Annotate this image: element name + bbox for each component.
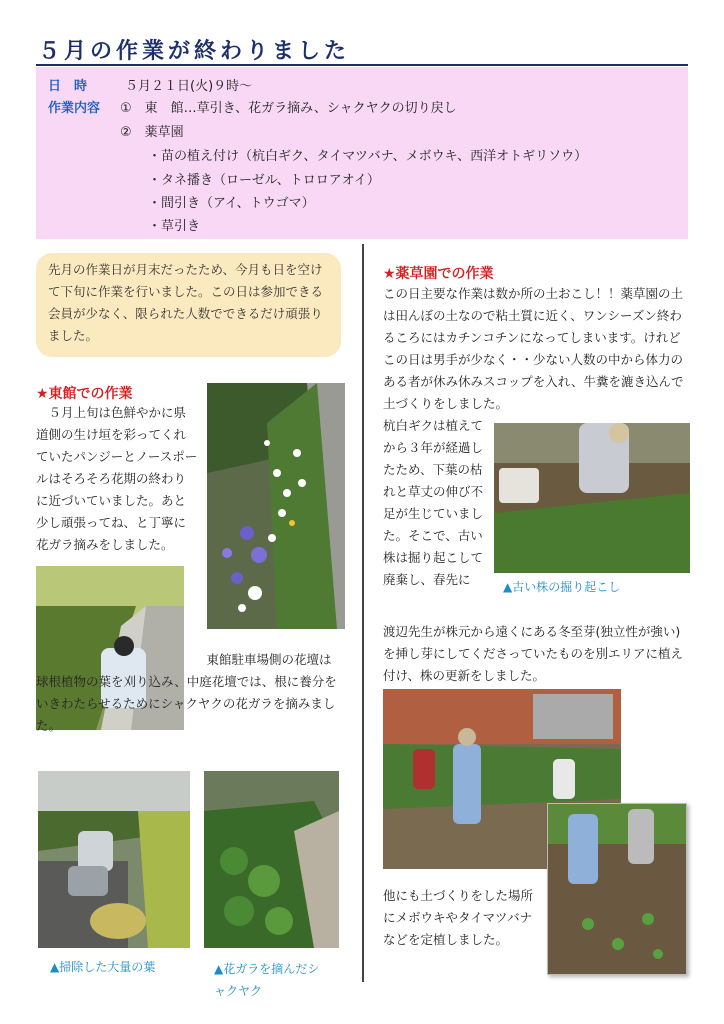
work-item: ・タネ播き（ローゼル、トロロアオイ）	[148, 173, 380, 188]
herb-paragraph-1: この日主要な作業は数か所の土おこし！！薬草園の土は田んぼの土なので粘土質に近く、ワンシーズン終わるころにはカチンコチンになってしまいます。けれどこの日は男手が少なく・・少ない人数の中から体力のある者が休み休みスコップを入れ、牛糞を漉き込んで土づくりをしました。	[383, 286, 684, 411]
intro-text: 先月の作業日が月末だったため、今月も日を空けて下旬に作業を行いました。この日は参加できる会員が少なく、限られた人数でできるだけ頑張りました。	[48, 262, 324, 343]
herb-paragraph-2: 杭白ギクは植えてから３年が経過したため、下葉の枯れと草丈の伸び不足が生じていました。そこで、古い株は掘り起こして廃棄し、春先に	[383, 418, 484, 587]
herb-paragraph-4: 他にも土づくりをした場所にメボウキやタイマツバナなどを定植しました。	[383, 888, 534, 947]
date-label: 日 時	[48, 79, 88, 94]
work-item: ・草引き	[148, 219, 201, 234]
page-title: ５月の作業が終わりました	[38, 39, 351, 64]
east-heading: ★東館での作業	[36, 386, 133, 402]
caption-digging: ▲古い株の掘り起こし	[503, 580, 621, 594]
caption-cleaned-leaves: ▲掃除した大量の葉	[50, 960, 156, 974]
caption-peony: ▲花ガラを摘んだシャクヤク	[214, 962, 320, 998]
planting-photo	[547, 803, 687, 975]
east-paragraph-2: 東館駐車場側の花壇は球根植物の葉を刈り込み、中庭花壇では、根に養分をいきわたらせるためにシャクヤクの花ガラを摘みました。	[36, 652, 337, 733]
work-item: ・苗の植え付け（杭白ギク、タイマツバナ、メボウキ、西洋オトギリソウ）	[148, 149, 588, 164]
herb-heading: ★薬草園での作業	[383, 266, 494, 282]
east-paragraph-1: ５月上旬は色鮮やかに県道側の生け垣を彩ってくれていたパンジーとノースポールはそろそろ花期の終わりに近づいていました。あと少し頑張ってね、と丁寧に花ガラ摘みをしました。	[36, 405, 198, 552]
pansy-hedge-photo	[207, 383, 345, 629]
herb-paragraph-3: 渡辺先生が株元から遠くにある冬至芽(独立性が強い)を挿し芽にしてくださっていたものを別エリアに植え付け、株の更新をしました。	[383, 624, 684, 683]
title-underline	[36, 64, 688, 66]
column-divider	[362, 244, 364, 982]
digging-photo	[494, 423, 690, 573]
work-item: ① 東 館…草引き、花ガラ摘み、シャクヤクの切り戻し	[120, 101, 457, 116]
peony-bed-photo	[204, 771, 339, 948]
work-item: ② 薬草園	[120, 125, 184, 140]
cleaned-leaves-photo	[38, 771, 190, 948]
work-item: ・間引き（アイ、トウゴマ）	[148, 196, 315, 211]
work-label: 作業内容	[48, 101, 101, 116]
date-value: ５月２１日(火)９時～	[125, 79, 253, 94]
